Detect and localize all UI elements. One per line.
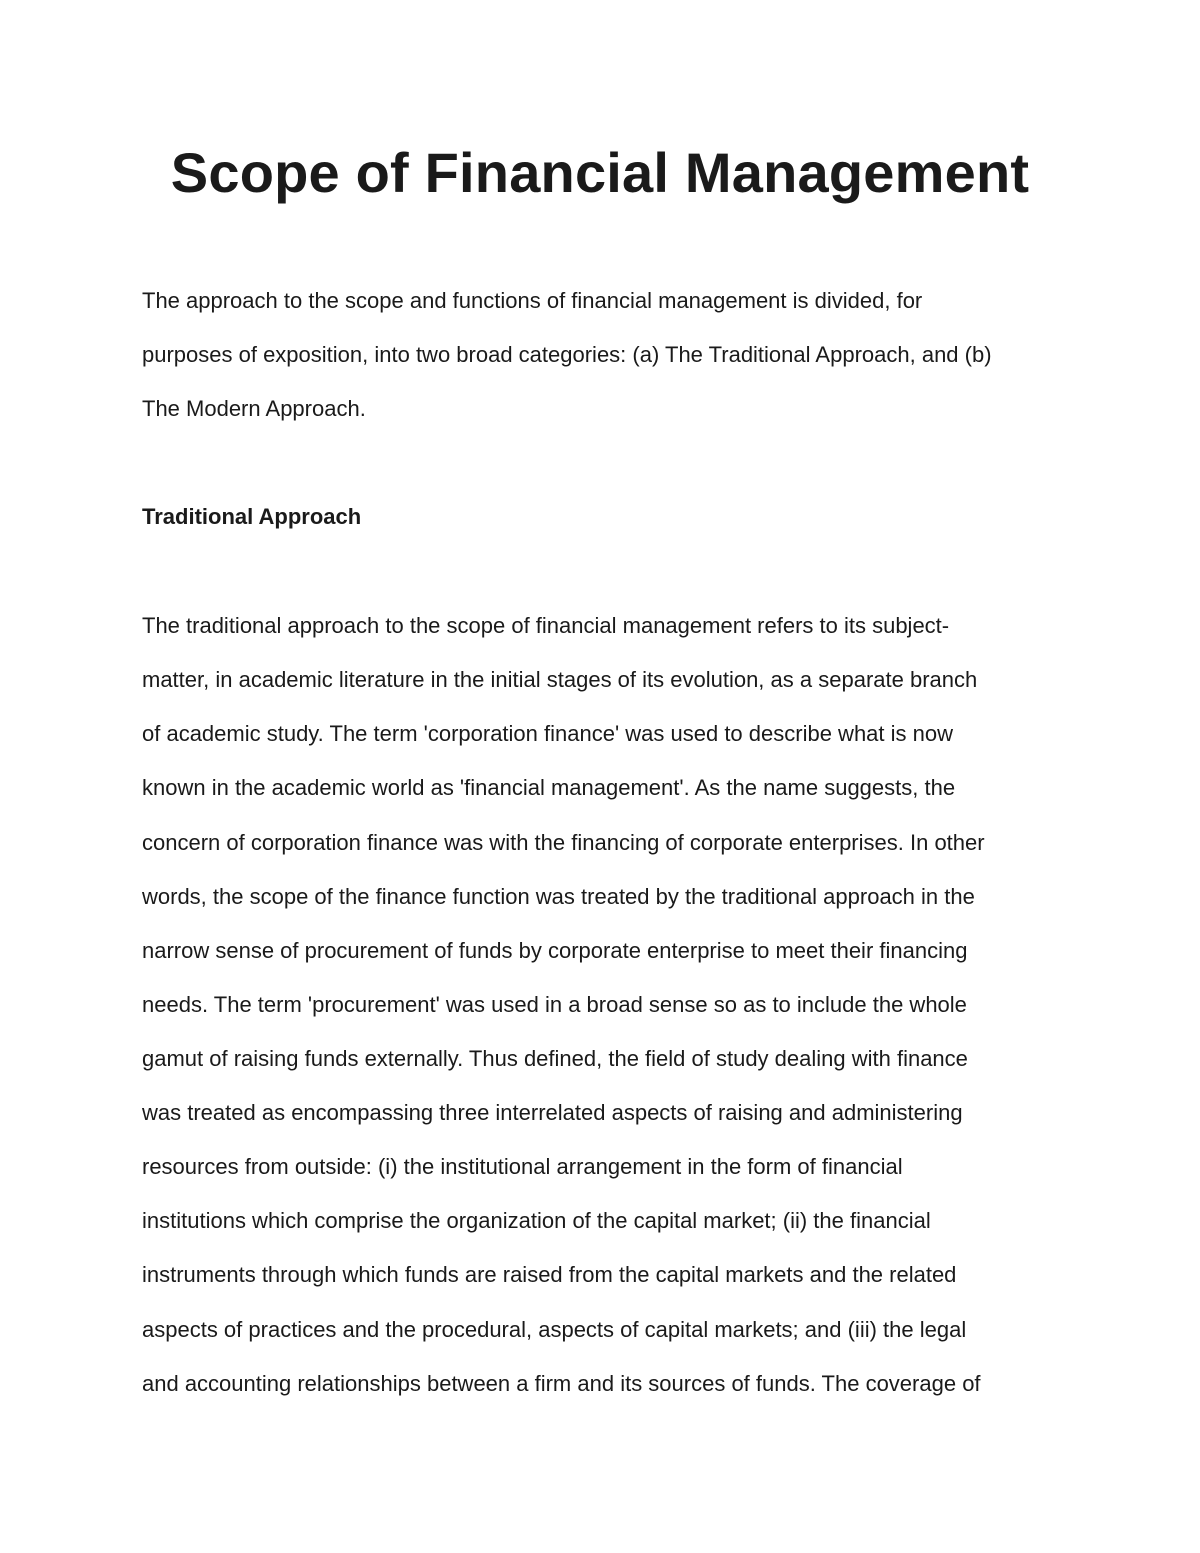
intro-line: purposes of exposition, into two broad categories: (a) The Traditional Approach, and (b) — [142, 342, 992, 367]
body-line: matter, in academic literature in the initial stages of its evolution, as a separate branch — [142, 667, 978, 692]
body-line: and accounting relationships between a firm and its sources of funds. The coverage of — [142, 1371, 981, 1396]
body-line: aspects of practices and the procedural, aspects of capital markets; and (iii) the legal — [142, 1317, 967, 1342]
body-line: instruments through which funds are raised from the capital markets and the related — [142, 1262, 957, 1287]
body-line: resources from outside: (i) the institutional arrangement in the form of financial — [142, 1154, 903, 1179]
body-line: The traditional approach to the scope of financial management refers to its subject- — [142, 613, 950, 638]
intro-line: The Modern Approach. — [142, 396, 366, 421]
body-line: was treated as encompassing three interrelated aspects of raising and administering — [142, 1100, 963, 1125]
section-heading: Traditional Approach — [142, 504, 362, 529]
page-title: Scope of Financial Management — [170, 141, 1030, 204]
body-line: concern of corporation finance was with the financing of corporate enterprises. In other — [142, 830, 985, 855]
body-line: needs. The term 'procurement' was used in a broad sense so as to include the whole — [142, 992, 967, 1017]
body-line: gamut of raising funds externally. Thus defined, the field of study dealing with finance — [142, 1046, 968, 1071]
intro-line: The approach to the scope and functions of financial management is divided, for — [142, 288, 923, 313]
body-line: of academic study. The term 'corporation finance' was used to describe what is now — [142, 721, 953, 746]
body-line: words, the scope of the finance function was treated by the traditional approach in the — [142, 884, 975, 909]
body-line: institutions which comprise the organization of the capital market; (ii) the financial — [142, 1208, 931, 1233]
body-line: known in the academic world as 'financial management'. As the name suggests, the — [142, 775, 956, 800]
body-line: narrow sense of procurement of funds by corporate enterprise to meet their financing — [142, 938, 968, 963]
